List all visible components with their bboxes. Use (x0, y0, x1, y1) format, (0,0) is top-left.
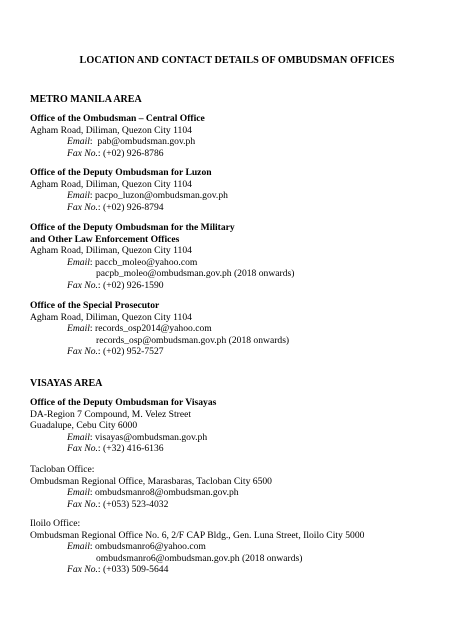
office-email: pacpo_luzon@ombudsman.gov.ph (95, 190, 228, 202)
office-address: Ombudsman Regional Office No. 6, 2/F CAP Bldg., Gen. Luna Street, Iloilo City 5000 (30, 529, 365, 541)
office-fax-line: Fax No.: (+053) 523-4032 (67, 498, 169, 510)
region-heading-metro: METRO MANILA AREA (30, 94, 142, 105)
office-name: Office of the Deputy Ombudsman for Luzon (30, 167, 212, 178)
office-email: pab@ombudsman.gov.ph (97, 136, 196, 148)
office-address: Agham Road, Diliman, Quezon City 1104 (30, 178, 192, 190)
office-name: Office of the Ombudsman – Central Office (30, 113, 205, 124)
office-fax-line: Fax No.: (+033) 509-5644 (67, 564, 169, 576)
office-address: Agham Road, Diliman, Quezon City 1104 (30, 245, 192, 257)
office-fax-line: Fax No.: (+32) 416-6136 (67, 443, 164, 455)
office-email-line: Email: pacpo_luzon@ombudsman.gov.ph (67, 190, 228, 202)
email-label: Email (67, 431, 90, 443)
fax-label: Fax No. (67, 279, 98, 291)
office-fax: (+02) 926-1590 (103, 279, 164, 291)
fax-label: Fax No. (67, 147, 98, 159)
office-fax-line: Fax No.: (+02) 926-1590 (67, 279, 164, 291)
office-email: ombudsmanro6@yahoo.com (95, 541, 206, 553)
office-email-line: Email: pab@ombudsman.gov.ph (67, 136, 196, 148)
office-email: ombudsmanro8@ombudsman.gov.ph (95, 487, 239, 499)
office-email-line: Email: ombudsmanro8@ombudsman.gov.ph (67, 487, 239, 499)
office-email: records_osp2014@yahoo.com (95, 323, 212, 335)
office-name-line2: and Other Law Enforcement Offices (30, 233, 180, 245)
office-email-line: Email: records_osp2014@yahoo.com (67, 323, 212, 335)
office-luzon (30, 167, 228, 213)
office-email2: ombudsmanro6@ombudsman.gov.ph (2018 onwards) (96, 552, 303, 564)
email-label: Email (67, 256, 90, 268)
office-central (30, 113, 205, 159)
fax-label: Fax No. (67, 443, 98, 455)
office-email-line: Email: ombudsmanro6@yahoo.com (67, 541, 206, 553)
office-tacloban (30, 464, 272, 510)
office-fax: (+02) 926-8794 (103, 201, 164, 213)
office-email: paccb_moleo@yahoo.com (95, 256, 198, 268)
email-label: Email (67, 136, 90, 148)
office-fax-line: Fax No.: (+02) 952-7527 (67, 346, 164, 358)
fax-label: Fax No. (67, 201, 98, 213)
office-prosecutor (30, 300, 289, 358)
office-military (30, 222, 294, 292)
office-name-line1: Office of the Deputy Ombudsman for the Military (30, 222, 235, 233)
office-fax-line: Fax No.: (+02) 926-8786 (67, 147, 164, 159)
office-fax: (+033) 509-5644 (103, 564, 169, 576)
email-label: Email (67, 541, 90, 553)
office-address: Ombudsman Regional Office, Marasbaras, Tacloban City 6500 (30, 475, 272, 487)
office-email-line: Email: visayas@ombudsman.gov.ph (67, 431, 208, 443)
office-visayas (30, 397, 216, 455)
email-label: Email (67, 190, 90, 202)
email-label: Email (67, 487, 90, 499)
office-email2: records_osp@ombudsman.gov.ph (2018 onwards) (96, 334, 290, 346)
email-label: Email (67, 323, 90, 335)
page-title: LOCATION AND CONTACT DETAILS OF OMBUDSMAN OFFICES (79, 55, 395, 66)
office-fax: (+053) 523-4032 (103, 498, 169, 510)
office-label: Tacloban Office: (30, 464, 95, 475)
fax-label: Fax No. (67, 498, 98, 510)
office-email-line: Email: paccb_moleo@yahoo.com (67, 256, 198, 268)
office-fax-line: Fax No.: (+02) 926-8794 (67, 201, 164, 213)
office-fax: (+02) 926-8786 (103, 147, 164, 159)
office-address-line2: Guadalupe, Cebu City 6000 (30, 420, 138, 432)
office-fax: (+02) 952-7527 (103, 346, 164, 358)
office-name: Office of the Special Prosecutor (30, 300, 160, 311)
office-address-line1: DA-Region 7 Compound, M. Velez Street (30, 408, 192, 420)
office-iloilo (30, 518, 364, 576)
office-name: Office of the Deputy Ombudsman for Visayas (30, 397, 217, 408)
office-email2: pacpb_moleo@ombudsman.gov.ph (2018 onwards) (96, 268, 295, 280)
fax-label: Fax No. (67, 346, 98, 358)
office-address: Agham Road, Diliman, Quezon City 1104 (30, 311, 192, 323)
office-label: Iloilo Office: (30, 518, 81, 529)
office-address: Agham Road, Diliman, Quezon City 1104 (30, 124, 192, 136)
region-heading-visayas: VISAYAS AREA (30, 378, 103, 389)
fax-label: Fax No. (67, 564, 98, 576)
office-fax: (+32) 416-6136 (103, 443, 164, 455)
office-email: visayas@ombudsman.gov.ph (95, 431, 208, 443)
